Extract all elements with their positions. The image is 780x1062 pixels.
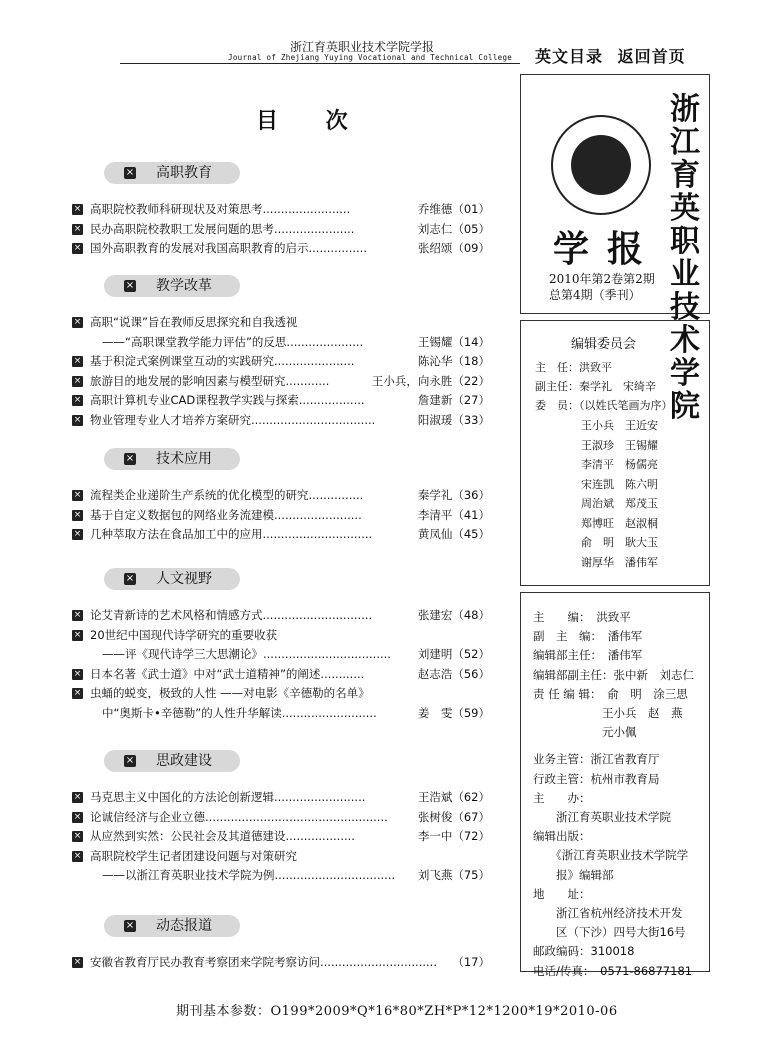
journal-header-en: Journal of Zhejiang Yuying Vocational and Technical College <box>228 53 513 62</box>
editorial-line: 编辑部副主任：张中新 刘志仁 <box>533 667 694 682</box>
issue-line-2: 总第4期（季刊） <box>549 288 641 302</box>
editorial-line: 浙江育英职业技术学院 <box>533 810 671 824</box>
toc-entry-author-page: 张建宏（48） <box>417 608 490 622</box>
toc-entry-title: 高职院校学生记者团建设问题与对策研究 <box>90 848 297 863</box>
toc-entry-author-page: 张绍颂（09） <box>417 241 490 255</box>
section-x-icon: × <box>125 573 135 584</box>
section-label: 高职教育 <box>156 165 212 181</box>
toc-leader-dots: ............ <box>285 373 330 388</box>
toc-leader-dots: ................................. <box>274 868 396 882</box>
bullet-x-icon: × <box>73 509 82 520</box>
toc-leader-dots: ........................ <box>274 507 362 522</box>
toc-leader-dots: ............... <box>308 488 364 502</box>
bullet-x-icon: × <box>73 414 82 425</box>
toc-entry[interactable] <box>72 808 492 826</box>
bullet-x-icon: × <box>73 811 82 822</box>
toc-entry-author-page: 王浩斌（62） <box>417 790 490 804</box>
toc-leader-dots: ........................ <box>262 202 351 216</box>
bullet-x-icon: × <box>73 629 82 640</box>
toc-leader-dots: ...................... <box>274 354 355 368</box>
toc-leader-dots: ................... <box>285 829 355 843</box>
editorial-line: 主 办： <box>533 790 591 805</box>
toc-leader-dots: ................ <box>308 241 367 255</box>
section-x-icon: × <box>125 280 135 291</box>
issue-info <box>549 271 655 303</box>
editorial-line: 编辑部主任： 潘伟军 <box>533 648 643 663</box>
toc-entry-title: ——以浙江育英职业技术学院为例 <box>102 868 275 882</box>
toc-entry-title: ——评《现代诗学三大思潮论》 <box>102 647 263 661</box>
toc-entry[interactable] <box>72 606 492 624</box>
toc-entry-title: 论诚信经济与企业立德 <box>90 809 205 824</box>
toc-entry-author-page: 刘飞燕（75） <box>417 868 490 882</box>
toc-leader-dots: ...................... <box>274 221 355 236</box>
toc-entry-title: 基于积淀式案例课堂互动的实践研究 <box>90 354 274 368</box>
toc-entry-author-page: 刘志仁（05） <box>417 221 490 236</box>
editorial-line: 元小佩 <box>533 725 637 740</box>
toc-entry-title: 高职院校教师科研现状及对策思考 <box>90 202 263 216</box>
bullet-x-icon: × <box>73 490 82 500</box>
board-member-row: 谢厚华 潘伟军 <box>581 555 658 569</box>
board-member-row: 李清平 杨儒亮 <box>581 458 658 471</box>
toc-entry-title: 高职“说课”旨在教师反思探究和自我透视 <box>90 315 298 329</box>
bullet-x-icon: × <box>73 792 82 802</box>
section-header <box>104 750 240 772</box>
toc-entry[interactable] <box>72 486 492 504</box>
toc-entry[interactable] <box>72 847 492 865</box>
toc-entry-title: 国外高职教育的发展对我国高职教育的启示 <box>90 241 309 255</box>
bullet-x-icon: × <box>73 243 82 253</box>
toc-entry-author-page: 张树俊（67） <box>417 809 490 824</box>
toc-entry-title: 民办高职院校教职工发展问题的思考 <box>90 221 274 236</box>
board-member-row: 周治斌 郑茂玉 <box>581 497 658 510</box>
editorial-line: 行政主管：杭州市教育局 <box>533 771 660 786</box>
board-title: 编辑委员会 <box>571 337 637 352</box>
college-seal-icon <box>551 115 651 215</box>
board-vice: 副主任：秦学礼 宋绮辛 <box>535 380 656 393</box>
toc-entry-title: 安徽省教育厅民办教育考察团来学院考察访问 <box>90 955 320 969</box>
board-member-row: 王淑珍 王锡耀 <box>581 438 658 452</box>
bullet-x-icon: × <box>73 395 82 405</box>
toc-entry[interactable] <box>72 704 492 722</box>
section-header <box>104 448 240 470</box>
bullet-x-icon: × <box>73 223 82 234</box>
toc-entry-title: 从应然到实然：公民社会及其道德建设 <box>90 829 286 843</box>
toc-entry[interactable] <box>72 200 492 218</box>
section-label: 思政建设 <box>156 753 212 769</box>
editorial-line: 浙江省杭州经济技术开发 <box>533 906 683 920</box>
section-label: 动态报道 <box>156 918 212 934</box>
board-member-row: 王小兵 王近安 <box>581 419 658 432</box>
toc-entry-title: 马克思主义中国化的方法论创新逻辑 <box>90 790 274 804</box>
editorial-info <box>520 592 710 978</box>
toc-entry-title: 物业管理专业人才培养方案研究 <box>90 412 251 427</box>
toc-entry-title: 日本名著《武士道》中对“武士道精神”的阐述 <box>90 666 321 681</box>
toc-entry-author-page: 乔维德（01） <box>417 202 490 216</box>
bullet-x-icon: × <box>73 688 82 698</box>
board-member-row: 郑博旺 赵淑桐 <box>581 516 658 530</box>
page-title: 目 次 <box>256 108 368 134</box>
section-x-icon: × <box>125 167 135 178</box>
journal-header-cn: 浙江育英职业技术学院学报 <box>290 40 435 54</box>
toc-entry-author-page: 刘建明（52） <box>417 647 490 661</box>
english-toc-link[interactable]: 英文目录 <box>535 47 604 66</box>
section-header <box>104 275 240 297</box>
toc-entry[interactable] <box>72 788 492 806</box>
board-members-label: 委 员：（以姓氏笔画为序） <box>535 399 673 412</box>
editorial-line: 王小兵 赵 燕 <box>533 706 683 720</box>
editorial-line: 邮政编码：310018 <box>533 944 635 959</box>
toc-entry-title: 20世纪中国现代诗学研究的重要收获 <box>90 627 278 642</box>
editorial-line: 业务主管：浙江省教育厅 <box>533 752 660 767</box>
section-header <box>104 568 240 590</box>
toc-leader-dots: .............................. <box>262 608 373 622</box>
toc-entry-title: 中“奥斯卡•辛德勒”的人性升华解读 <box>102 705 282 720</box>
bullet-x-icon: × <box>73 850 82 861</box>
board-member-row: 俞 明 耿大玉 <box>581 536 658 549</box>
bullet-x-icon: × <box>73 375 82 386</box>
section-header <box>104 915 240 937</box>
toc-entry-title: 流程类企业递阶生产系统的优化模型的研究 <box>90 488 309 502</box>
toc-entry-title: 几种萃取方法在食品加工中的应用 <box>90 527 263 541</box>
editorial-line: 报》编辑部 <box>533 867 614 882</box>
bullet-x-icon: × <box>73 831 82 841</box>
section-label: 人文视野 <box>156 571 212 587</box>
toc-leader-dots: ......................... <box>274 790 366 804</box>
editorial-board <box>520 320 710 586</box>
editorial-line: 主 编： 洪致平 <box>533 610 631 624</box>
editorial-line: 地 址： <box>533 886 591 901</box>
toc-leader-dots: ................................ <box>320 955 437 969</box>
toc-entry[interactable] <box>72 665 492 683</box>
section-x-icon: × <box>125 920 135 931</box>
toc-entry-title: 基于自定义数据包的网络业务流建模 <box>90 507 274 522</box>
toc-entry[interactable] <box>72 645 492 663</box>
section-label: 教学改革 <box>156 278 212 294</box>
toc-entry[interactable] <box>72 352 492 370</box>
bullet-x-icon: × <box>73 529 82 539</box>
bullet-x-icon: × <box>73 957 82 967</box>
toc-entry-author-page: 李清平（41） <box>417 507 490 522</box>
board-member-row: 宋连凯 陈六明 <box>581 477 658 491</box>
toc-leader-dots: .................. <box>298 393 365 407</box>
toc-entry-author-page: 秦学礼（36） <box>417 488 490 502</box>
toc-entry[interactable] <box>72 333 492 351</box>
toc-leader-dots: ............ <box>320 666 365 681</box>
bullet-x-icon: × <box>73 317 82 327</box>
editorial-line: 编辑出版： <box>533 829 591 844</box>
toc-entry[interactable] <box>72 626 492 644</box>
toc-entry[interactable] <box>72 239 492 257</box>
section-x-icon: × <box>125 453 135 464</box>
toc-leader-dots: .................................. <box>251 412 376 427</box>
toc-entry-author-page: 詹建新（27） <box>417 393 490 407</box>
toc-entry-author-page: 阳淑瑗（33） <box>417 412 490 427</box>
toc-entry-author-page: 姜 雯（59） <box>417 705 490 720</box>
editorial-line: 责 任 编 辑： 俞 明 涂三思 <box>533 686 688 701</box>
board-director: 主 任：洪致平 <box>535 361 612 374</box>
bullet-x-icon: × <box>73 356 82 366</box>
toc-entry[interactable] <box>72 220 492 238</box>
header-divider <box>120 63 520 64</box>
section-label: 技术应用 <box>156 451 212 467</box>
toc-entry[interactable] <box>72 827 492 845</box>
toc-leader-dots: ..................... <box>286 334 364 349</box>
toc-entry-title: 虫蛹的蜕变，极致的人性 ——对电影《辛德勒的名单》 <box>90 686 370 700</box>
toc-entry-title: ——“高职课堂教学能力评估”的反思 <box>102 334 287 349</box>
bullet-x-icon: × <box>73 610 82 620</box>
editorial-line: 电话/传真： 0571-86877181 <box>533 963 693 978</box>
toc-leader-dots: .......................... <box>281 705 377 720</box>
toc-entry-author-page: 李一中（72） <box>417 829 490 843</box>
home-link[interactable]: 返回首页 <box>617 47 686 66</box>
toc-entry-title: 旅游目的地发展的影响因素与模型研究 <box>90 373 286 388</box>
editorial-line: 区（下沙）四号大街16号 <box>533 925 686 940</box>
toc-entry-author-page: 王锡耀（14） <box>417 334 490 349</box>
toc-entry-author-page: 王小兵，向永胜（22） <box>371 373 490 388</box>
toc-leader-dots: ................................... <box>263 647 391 661</box>
toc-entry-title: 论艾青新诗的艺术风格和情感方式 <box>90 608 263 622</box>
toc-entry[interactable] <box>72 525 492 543</box>
toc-leader-dots: .................................................. <box>205 809 388 824</box>
section-header <box>104 162 240 184</box>
editorial-line: 副 主 编： 潘伟军 <box>533 629 643 644</box>
toc-entry-title: 高职计算机专业CAD课程教学实践与探索 <box>90 393 299 407</box>
editorial-line: 《浙江育英职业技术学院学 <box>533 848 689 863</box>
section-x-icon: × <box>125 755 135 766</box>
xuebao-label: 学报 <box>553 228 662 270</box>
toc-entry-author-page: 赵志浩（56） <box>417 666 490 681</box>
toc-entry-author-page: 陈沁华（18） <box>417 354 490 368</box>
bullet-x-icon: × <box>73 668 82 679</box>
toc-entry[interactable] <box>72 506 492 524</box>
issue-line-1: 2010年第2卷第2期 <box>549 272 655 286</box>
toc-entry[interactable] <box>72 313 492 331</box>
toc-entry-author-page: 黄凤仙（45） <box>417 527 490 541</box>
toc-entry[interactable] <box>72 866 492 884</box>
toc-entry[interactable] <box>72 411 492 429</box>
bullet-x-icon: × <box>73 204 82 214</box>
journal-parameters: 期刊基本参数：O199*2009*Q*16*80*ZH*P*12*1200*19*2010-06 <box>176 1004 618 1019</box>
toc-entry-author-page: （17） <box>452 955 490 969</box>
college-name: 浙江育英职业技术学院 <box>670 92 700 424</box>
toc-entry[interactable] <box>72 684 492 702</box>
toc-entry[interactable] <box>72 391 492 409</box>
toc-leader-dots: .............................. <box>262 527 373 541</box>
top-nav <box>535 44 686 67</box>
toc-entry[interactable] <box>72 372 492 390</box>
toc-entry[interactable] <box>72 953 492 971</box>
